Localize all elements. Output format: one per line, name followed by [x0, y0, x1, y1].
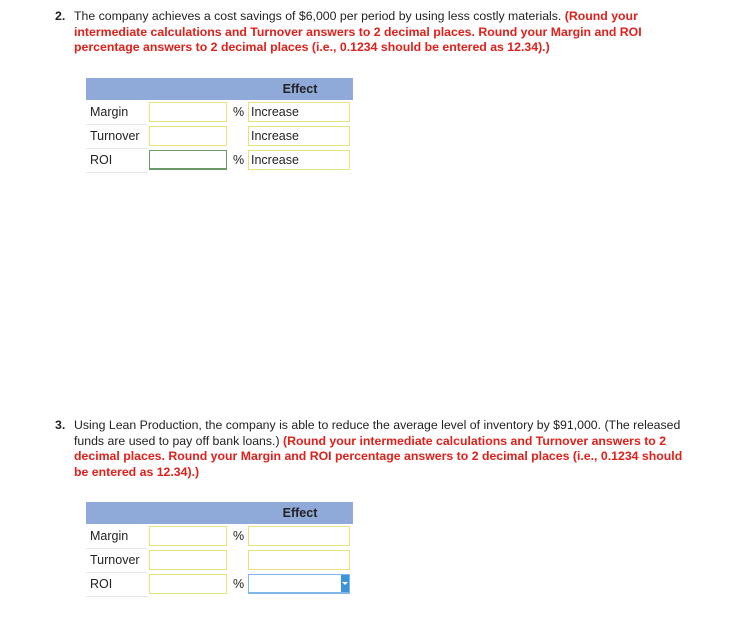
roi-effect-select[interactable]	[248, 574, 350, 594]
percent-unit: %	[233, 153, 245, 167]
table-row-margin	[86, 524, 353, 548]
roi-input[interactable]	[149, 574, 227, 594]
selected-value: Increase	[251, 105, 299, 119]
percent-unit: %	[233, 577, 245, 591]
turnover-input[interactable]	[149, 550, 227, 570]
question-text	[74, 9, 695, 56]
table-row-margin	[86, 100, 353, 124]
percent-unit: %	[233, 529, 245, 543]
margin-input[interactable]	[149, 526, 227, 546]
table-row-turnover	[86, 124, 353, 148]
turnover-input[interactable]	[149, 126, 227, 146]
selected-value: Increase	[251, 129, 299, 143]
turnover-effect-select[interactable]	[248, 550, 350, 570]
row-label: Turnover	[86, 548, 148, 572]
row-label: ROI	[86, 572, 148, 596]
question-number: 3.	[55, 418, 66, 432]
percent-unit: %	[233, 105, 245, 119]
rounding-instruction: (Round your intermediate calculations and Turnover answers to 2 decimal places. Round your Margin and ROI percentage answers to 2 decimal places (i.e., 0.1234 should be entered as 12.34).)	[74, 433, 683, 479]
row-label: Margin	[86, 100, 148, 124]
table-row-roi	[86, 572, 353, 596]
roi-input[interactable]	[149, 150, 227, 170]
question-prompt: Using Lean Production, the company is able to reduce the average level of inventory by $91,000. (The released funds are used to pay off bank loans.)	[74, 418, 681, 448]
row-label: Turnover	[86, 124, 148, 148]
rounding-instruction: (Round your intermediate calculations and Turnover answers to 2 decimal places. Round your Margin and ROI percentage answers to 2 decimal places (i.e., 0.1234 should be entered as 12.34).)	[74, 9, 642, 54]
row-label: ROI	[86, 148, 148, 172]
question-2	[55, 9, 695, 56]
effect-header: Effect	[247, 78, 353, 100]
question-3	[55, 418, 695, 480]
chevron-down-icon[interactable]	[341, 575, 349, 592]
table-row-roi	[86, 148, 353, 172]
row-label: Margin	[86, 524, 148, 548]
answer-table-q3	[86, 502, 353, 597]
turnover-effect-select[interactable]	[248, 126, 350, 146]
table-row-turnover	[86, 548, 353, 572]
selected-value: Increase	[251, 153, 299, 167]
answer-table-q2	[86, 78, 353, 173]
margin-input[interactable]	[149, 102, 227, 122]
unit-blank	[230, 124, 247, 148]
table-header	[86, 502, 353, 524]
roi-effect-select[interactable]	[248, 150, 350, 170]
margin-effect-select[interactable]	[248, 526, 350, 546]
question-text	[74, 418, 695, 480]
table-header	[86, 78, 353, 100]
question-prompt: The company achieves a cost savings of $6,000 per period by using less costly materials.	[74, 9, 562, 23]
effect-header: Effect	[247, 502, 353, 524]
margin-effect-select[interactable]	[248, 102, 350, 122]
unit-blank	[230, 548, 247, 572]
question-number: 2.	[55, 9, 66, 23]
